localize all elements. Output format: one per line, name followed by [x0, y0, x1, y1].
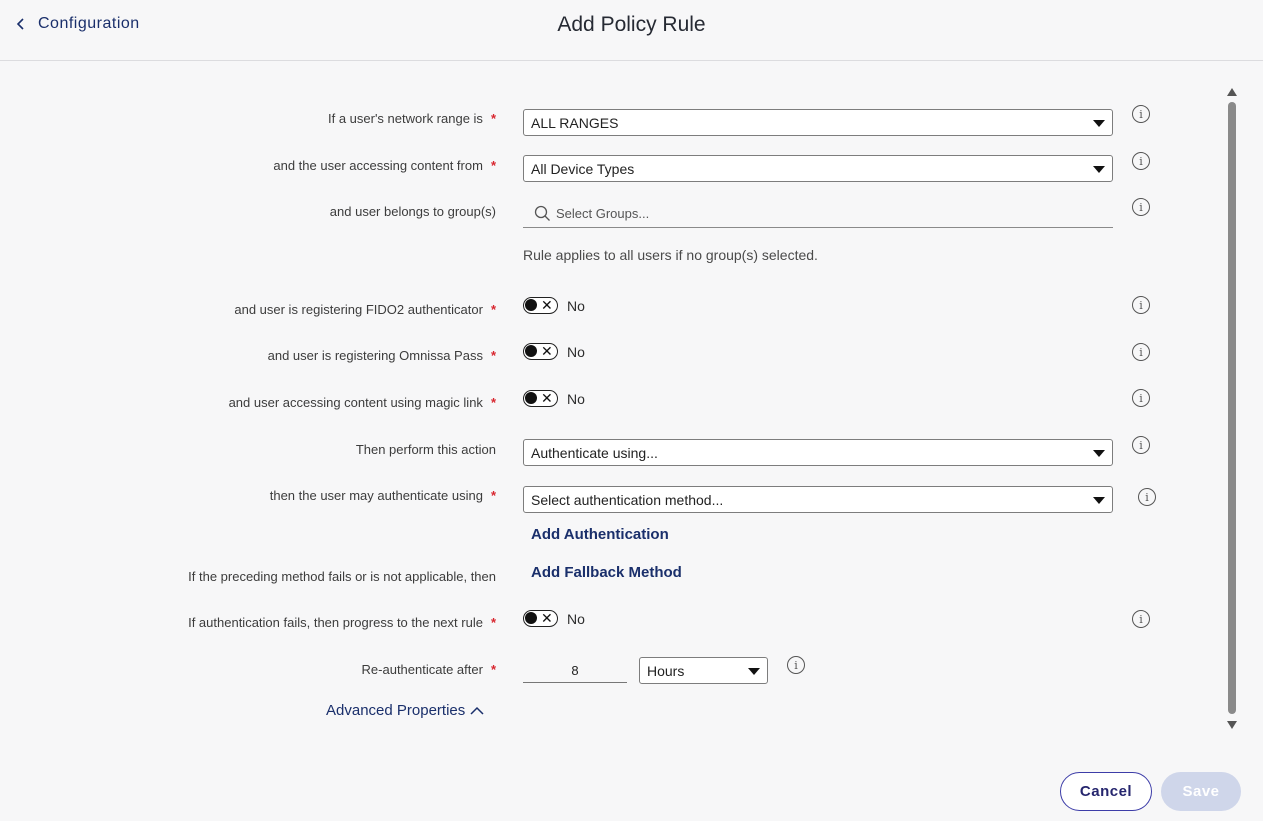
omnissa-pass-label [268, 348, 496, 363]
reauth-label [362, 662, 496, 677]
search-icon [534, 205, 551, 222]
magic-link-toggle[interactable] [523, 390, 558, 407]
required-marker: * [490, 302, 496, 317]
close-icon: ✕ [541, 343, 553, 359]
reauth-label-text: Re-authenticate after [361, 662, 483, 677]
magic-link-label [229, 395, 496, 410]
auth-method-select[interactable] [523, 486, 1113, 513]
close-icon: ✕ [541, 390, 553, 406]
info-icon[interactable]: i [1132, 105, 1150, 123]
fido2-toggle[interactable] [523, 297, 558, 314]
caret-down-icon [1093, 120, 1105, 127]
fido2-value: No [567, 297, 585, 314]
info-icon[interactable]: i [1132, 198, 1150, 216]
auth-method-label-text: then the user may authenticate using [269, 488, 483, 503]
required-marker: * [490, 615, 496, 630]
toggle-knob [525, 612, 537, 624]
omnissa-pass-label-text: and user is registering Omnissa Pass [267, 348, 483, 363]
omnissa-pass-toggle-group [523, 343, 585, 360]
required-marker: * [490, 395, 496, 410]
cancel-button[interactable]: Cancel [1060, 772, 1152, 811]
scrollbar-thumb[interactable] [1228, 102, 1236, 714]
caret-down-icon [1093, 450, 1105, 457]
network-range-label-text: If a user's network range is [327, 111, 483, 126]
groups-search-input[interactable] [523, 199, 1113, 228]
fallback-label-text: If the preceding method fails or is not applicable, then [188, 569, 496, 584]
action-label [356, 442, 496, 457]
close-icon: ✕ [541, 610, 553, 626]
reauth-value-input[interactable]: 8 [523, 658, 627, 683]
device-type-select[interactable] [523, 155, 1113, 182]
next-rule-value: No [567, 610, 585, 627]
reauth-unit-select[interactable] [639, 657, 768, 684]
magic-link-label-text: and user accessing content using magic link [228, 395, 483, 410]
scroll-up-icon[interactable] [1227, 88, 1237, 96]
auth-method-label [270, 488, 496, 503]
fido2-toggle-group [523, 297, 585, 314]
auth-method-value: Select authentication method... [531, 491, 724, 508]
info-icon[interactable]: i [1132, 152, 1150, 170]
advanced-properties-label: Advanced Properties [326, 702, 466, 719]
device-type-label-text: and the user accessing content from [273, 158, 483, 173]
caret-down-icon [748, 668, 760, 675]
fido2-label [234, 302, 496, 317]
close-icon: ✕ [541, 297, 553, 313]
back-link-label: Configuration [38, 15, 140, 32]
info-icon[interactable]: i [787, 656, 805, 674]
page-title: Add Policy Rule [557, 13, 706, 36]
network-range-value: ALL RANGES [531, 114, 619, 131]
vertical-scrollbar[interactable] [1226, 86, 1239, 732]
info-icon[interactable]: i [1132, 389, 1150, 407]
next-rule-toggle-group [523, 610, 585, 627]
omnissa-pass-toggle[interactable] [523, 343, 558, 360]
fallback-label [188, 569, 496, 584]
network-range-select[interactable] [523, 109, 1113, 136]
next-rule-toggle[interactable] [523, 610, 558, 627]
required-marker: * [490, 111, 496, 126]
info-icon[interactable]: i [1138, 488, 1156, 506]
add-fallback-method-link[interactable]: Add Fallback Method [531, 564, 682, 581]
advanced-properties-toggle[interactable] [326, 702, 484, 719]
groups-note: Rule applies to all users if no group(s) selected. [523, 247, 818, 263]
required-marker: * [490, 348, 496, 363]
top-bar [0, 0, 1263, 61]
next-rule-label [188, 615, 496, 630]
magic-link-value: No [567, 390, 585, 407]
fido2-label-text: and user is registering FIDO2 authenticator [234, 302, 483, 317]
device-type-label [273, 158, 496, 173]
caret-down-icon [1093, 166, 1105, 173]
toggle-knob [525, 345, 537, 357]
required-marker: * [490, 158, 496, 173]
info-icon[interactable]: i [1132, 436, 1150, 454]
info-icon[interactable]: i [1132, 296, 1150, 314]
action-select[interactable] [523, 439, 1113, 466]
info-icon[interactable]: i [1132, 610, 1150, 628]
action-label-text: Then perform this action [355, 442, 496, 457]
reauth-unit-value: Hours [647, 662, 685, 679]
required-marker: * [490, 488, 496, 503]
chevron-up-icon [470, 706, 484, 716]
device-type-value: All Device Types [531, 160, 635, 177]
next-rule-label-text: If authentication fails, then progress to the next rule [188, 615, 483, 630]
add-authentication-link[interactable]: Add Authentication [531, 526, 669, 543]
save-button[interactable]: Save [1161, 772, 1241, 811]
magic-link-toggle-group [523, 390, 585, 407]
groups-search-placeholder: Select Groups... [556, 205, 650, 221]
toggle-knob [525, 299, 537, 311]
omnissa-pass-value: No [567, 343, 585, 360]
info-icon[interactable]: i [1132, 343, 1150, 361]
action-value: Authenticate using... [531, 444, 658, 461]
network-range-label [328, 111, 496, 126]
scroll-down-icon[interactable] [1227, 721, 1237, 729]
caret-down-icon [1093, 497, 1105, 504]
required-marker: * [490, 662, 496, 677]
groups-label-text: and user belongs to group(s) [329, 204, 496, 219]
toggle-knob [525, 392, 537, 404]
groups-label [330, 204, 496, 219]
